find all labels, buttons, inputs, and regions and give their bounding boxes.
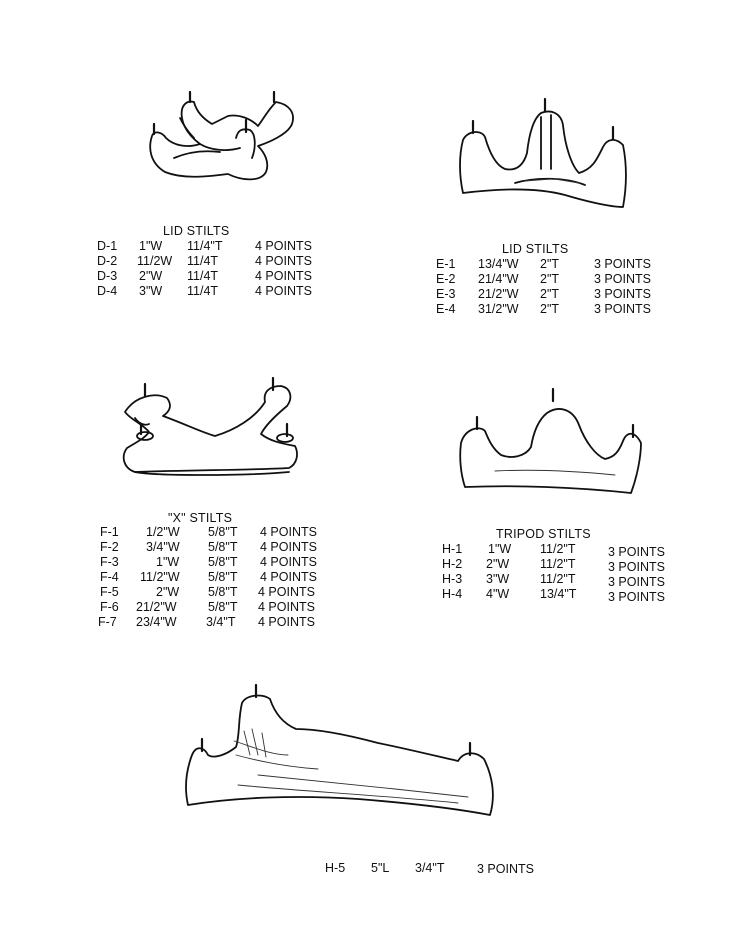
item-points: 4 POINTS [255, 269, 312, 283]
x-stilt-illustration [115, 372, 315, 482]
item-width: 4"W [486, 587, 510, 601]
item-points: 3 POINTS [594, 302, 651, 316]
item-points: 4 POINTS [258, 615, 315, 629]
lid-stilt-3-point-illustration [455, 95, 635, 220]
item-width: 21/2"W [478, 287, 519, 301]
item-code: F-2 [100, 540, 119, 554]
table-row [436, 287, 676, 302]
item-points: 4 POINTS [260, 555, 317, 569]
table-row [442, 572, 682, 587]
item-height: 11/4T [187, 269, 219, 283]
item-height: 2"T [540, 272, 560, 286]
item-code: F-6 [100, 600, 119, 614]
item-width: 3/4"W [146, 540, 180, 554]
table-row [442, 587, 682, 602]
item-code: F-3 [100, 555, 119, 569]
item-code: E-1 [436, 257, 456, 271]
item-height: 11/2"T [540, 542, 576, 556]
item-code: H-3 [442, 572, 463, 586]
item-points: 4 POINTS [260, 540, 317, 554]
item-height: 5/8"T [208, 525, 238, 539]
table-row [436, 272, 676, 287]
item-width: 13/4"W [478, 257, 519, 271]
item-height: 2"T [540, 302, 560, 316]
item-length: 5"L [371, 861, 390, 875]
x-stilts-f-table [98, 511, 338, 636]
item-code: H-5 [325, 861, 346, 875]
item-height: 3/4"T [206, 615, 236, 629]
table-row [98, 585, 338, 600]
item-height: 11/2"T [540, 557, 576, 571]
lid-stilts-d-table [97, 224, 337, 304]
item-width: 3"W [139, 284, 163, 298]
item-points: 4 POINTS [255, 239, 312, 253]
table-row [98, 600, 338, 615]
tripod-stilts-h-table [442, 527, 682, 607]
item-height: 11/4T [187, 254, 219, 268]
item-code: E-3 [436, 287, 456, 301]
table-row [97, 254, 337, 269]
h5-caption [325, 861, 545, 877]
item-height: 2"T [540, 257, 560, 271]
item-width: 1"W [488, 542, 512, 556]
item-width: 1/2"W [146, 525, 180, 539]
item-height: 11/4T [187, 284, 219, 298]
item-height: 2"T [540, 287, 560, 301]
item-height: 5/8"T [208, 585, 238, 599]
tripod-stilt-illustration [455, 385, 655, 500]
section-title: LID STILTS [163, 224, 230, 238]
table-row [98, 540, 338, 555]
item-code: E-4 [436, 302, 456, 316]
item-width: 23/4"W [136, 615, 177, 629]
item-height: 3/4"T [415, 861, 445, 875]
item-points: 4 POINTS [260, 525, 317, 539]
item-code: F-7 [98, 615, 117, 629]
item-points: 3 POINTS [594, 257, 651, 271]
item-points: 3 POINTS [477, 862, 534, 876]
item-points: 3 POINTS [608, 545, 665, 559]
item-height: 5/8"T [208, 570, 238, 584]
item-width: 3"W [486, 572, 510, 586]
long-tripod-stilt-illustration [178, 685, 508, 835]
item-code: F-4 [100, 570, 119, 584]
item-code: F-1 [100, 525, 119, 539]
item-width: 21/4"W [478, 272, 519, 286]
item-code: H-4 [442, 587, 463, 601]
table-row [436, 257, 676, 272]
lid-stilts-e-table [436, 242, 676, 322]
item-width: 1"W [156, 555, 180, 569]
item-code: F-5 [100, 585, 119, 599]
section-title: TRIPOD STILTS [496, 527, 591, 541]
table-row [442, 542, 682, 557]
item-height: 5/8"T [208, 540, 238, 554]
item-width: 2"W [139, 269, 163, 283]
table-row [98, 555, 338, 570]
item-width: 2"W [156, 585, 180, 599]
table-row [98, 615, 338, 630]
lid-stilt-4-point-illustration [140, 88, 310, 188]
item-points: 3 POINTS [608, 560, 665, 574]
item-height: 11/2"T [540, 572, 576, 586]
item-points: 4 POINTS [255, 254, 312, 268]
item-code: D-2 [97, 254, 118, 268]
item-points: 4 POINTS [258, 585, 315, 599]
section-title: "X" STILTS [168, 511, 233, 525]
table-row [97, 284, 337, 299]
item-height: 5/8"T [208, 555, 238, 569]
item-code: H-2 [442, 557, 463, 571]
item-points: 4 POINTS [258, 600, 315, 614]
item-points: 3 POINTS [608, 575, 665, 589]
item-code: D-3 [97, 269, 118, 283]
table-row [98, 570, 338, 585]
item-width: 11/2W [137, 254, 173, 268]
item-width: 21/2"W [136, 600, 177, 614]
item-width: 2"W [486, 557, 510, 571]
item-code: D-4 [97, 284, 118, 298]
item-width: 31/2"W [478, 302, 519, 316]
table-row [442, 557, 682, 572]
table-row [98, 525, 338, 540]
item-points: 3 POINTS [594, 287, 651, 301]
item-points: 3 POINTS [594, 272, 651, 286]
item-width: 1"W [139, 239, 163, 253]
item-height: 11/4"T [187, 239, 223, 253]
item-width: 11/2"W [140, 570, 180, 584]
table-row [436, 302, 676, 317]
item-height: 13/4"T [540, 587, 577, 601]
item-code: E-2 [436, 272, 456, 286]
item-points: 3 POINTS [608, 590, 665, 604]
item-height: 5/8"T [208, 600, 238, 614]
table-row [97, 269, 337, 284]
item-code: D-1 [97, 239, 118, 253]
table-row [97, 239, 337, 254]
item-code: H-1 [442, 542, 463, 556]
item-points: 4 POINTS [255, 284, 312, 298]
section-title: LID STILTS [502, 242, 569, 256]
item-points: 4 POINTS [260, 570, 317, 584]
